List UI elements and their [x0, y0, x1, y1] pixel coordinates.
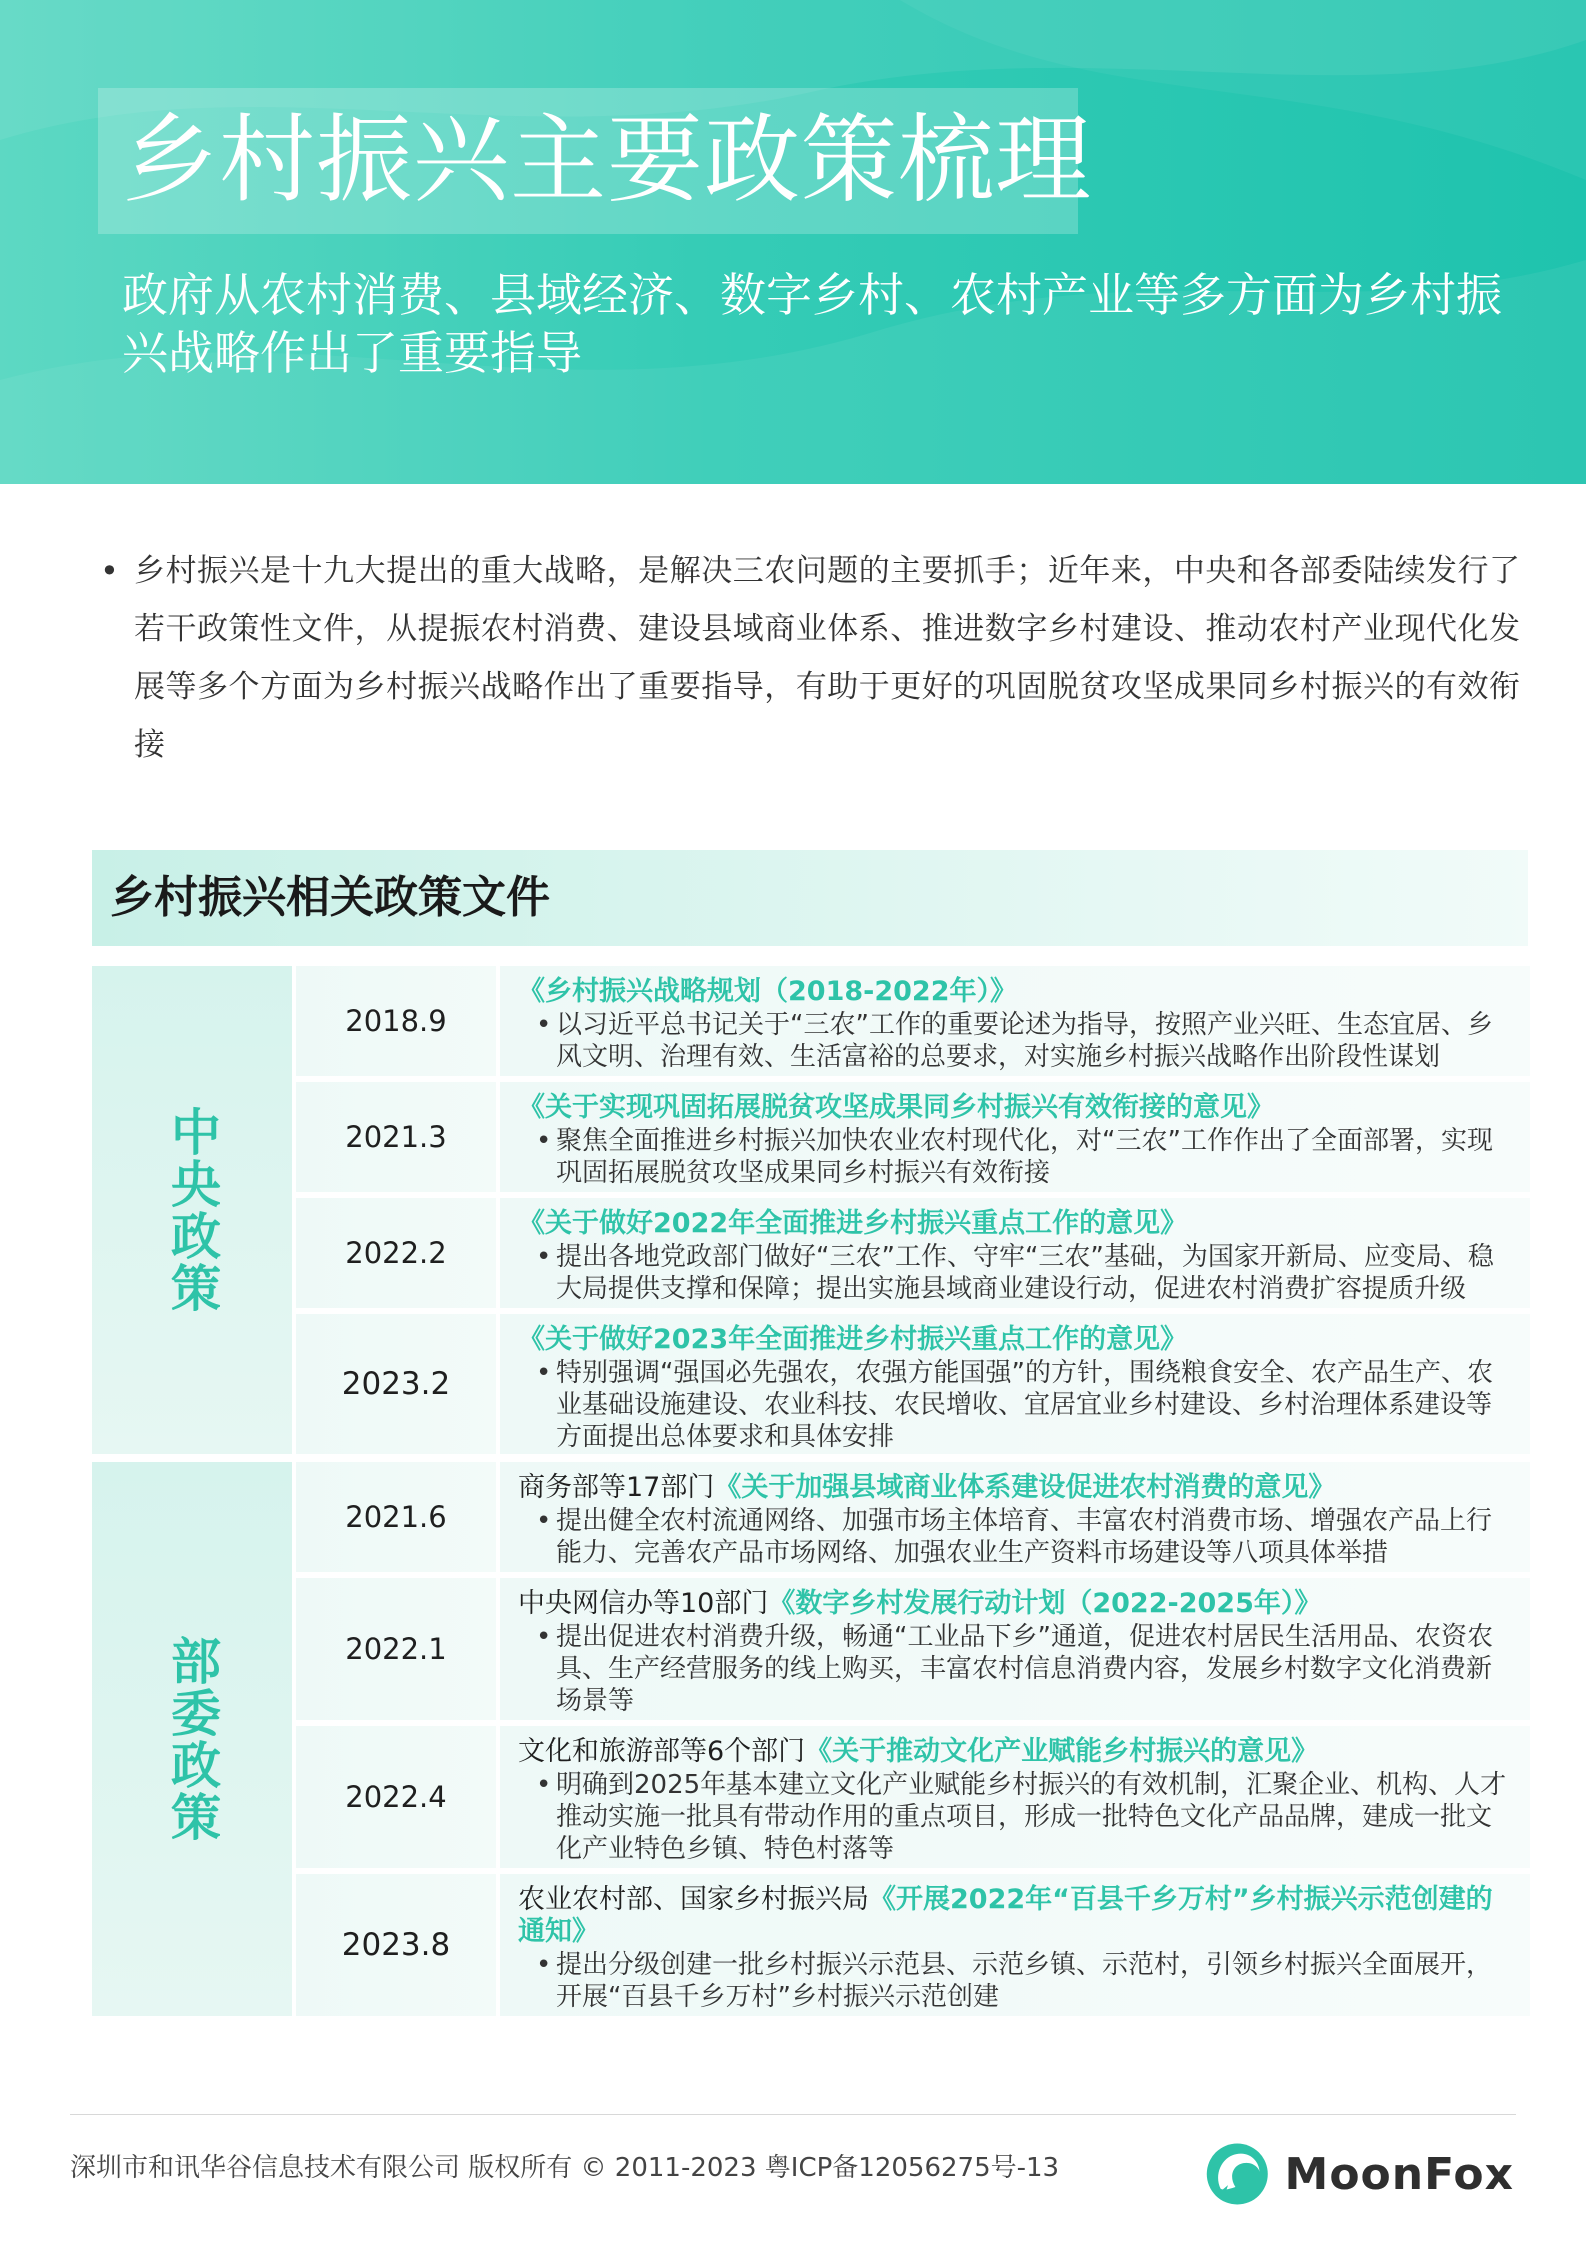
policy-doc-title: 《数字乡村发展行动计划（2022-2025年）》	[768, 1588, 1322, 1619]
policy-description: 提出各地党政部门做好“三农”工作、守牢“三农”基础，为国家开新局、应变局、稳大局提供支撑和保障；提出实施县域商业建设行动，促进农村消费扩容提质升级	[556, 1242, 1494, 1304]
policy-description: 提出促进农村消费升级，畅通“工业品下乡”通道，促进农村居民生活用品、农资农具、生产经营服务的线上购买，丰富农村信息消费内容，发展乡村数字文化消费新场景等	[556, 1622, 1493, 1716]
moonfox-logo-icon	[1204, 2138, 1271, 2210]
policy-doc-title: 《乡村振兴战略规划（2018-2022年）》	[518, 976, 1017, 1007]
section-title: 乡村振兴相关政策文件	[110, 872, 550, 923]
policy-doc-title: 《关于做好2023年全面推进乡村振兴重点工作的意见》	[518, 1324, 1188, 1355]
bullet-dot: •	[536, 1358, 552, 1388]
policy-issuer: 中央网信办等10部门	[518, 1588, 769, 1619]
policy-issuer: 商务部等17部门	[518, 1472, 715, 1503]
group-label-text: 部委政策	[163, 1635, 221, 1843]
group-label-ministry	[92, 1462, 292, 2016]
table-row	[500, 1198, 1530, 1308]
table-row	[500, 1462, 1530, 1572]
intro-text: 乡村振兴是十九大提出的重大战略，是解决三农问题的主要抓手；近年来，中央和各部委陆续发行了若干政策性文件，从提振农村消费、建设县域商业体系、推进数字乡村建设、推动农村产业现代化发展等多个方面为乡村振兴战略作出了重要指导，有助于更好的巩固脱贫攻坚成果同乡村振兴的有效衔接	[134, 553, 1520, 763]
policy-description: 提出分级创建一批乡村振兴示范县、示范乡镇、示范村，引领乡村振兴全面展开，开展“百县千乡万村”乡村振兴示范创建	[556, 1950, 1493, 2012]
bullet-dot: •	[536, 1126, 552, 1156]
row-date: 2022.1	[296, 1578, 496, 1720]
policy-issuer: 农业农村部、国家乡村振兴局	[518, 1884, 869, 1915]
bullet-dot: •	[536, 1242, 552, 1272]
policy-description: 明确到2025年基本建立文化产业赋能乡村振兴的有效机制，汇聚企业、机构、人才推动实施一批具有带动作用的重点项目，形成一批特色文化产品品牌，建成一批文化产业特色乡镇、特色村落等	[556, 1770, 1507, 1864]
moonfox-logo-text: MoonFox	[1284, 2148, 1514, 2200]
bullet-dot: •	[100, 552, 119, 590]
table-row	[500, 1726, 1530, 1868]
policy-issuer: 文化和旅游部等6个部门	[518, 1736, 806, 1767]
table-row	[500, 966, 1530, 1076]
bullet-dot: •	[536, 1770, 552, 1800]
table-row	[500, 1874, 1530, 2016]
header-banner	[0, 0, 1586, 484]
table-row	[500, 1082, 1530, 1192]
bullet-dot: •	[536, 1622, 552, 1652]
row-date: 2023.2	[296, 1314, 496, 1454]
page-title: 乡村振兴主要政策梳理	[122, 104, 1092, 216]
policy-description: 聚焦全面推进乡村振兴加快农业农村现代化，对“三农”工作作出了全面部署，实现巩固拓展脱贫攻坚成果同乡村振兴有效衔接	[556, 1126, 1493, 1188]
row-date: 2021.6	[296, 1462, 496, 1572]
table-row	[500, 1314, 1530, 1454]
footer-divider	[70, 2114, 1516, 2115]
section-heading	[92, 850, 1528, 946]
row-date: 2018.9	[296, 966, 496, 1076]
row-date: 2022.4	[296, 1726, 496, 1868]
page-subtitle: 政府从农村消费、县域经济、数字乡村、农村产业等多方面为乡村振兴战略作出了重要指导	[122, 268, 1502, 380]
policy-description: 特别强调“强国必先强农，农强方能国强”的方针，围绕粮食安全、农产品生产、农业基础设施建设、农业科技、农民增收、宜居宜业乡村建设、乡村治理体系建设等方面提出总体要求和具体安排	[556, 1358, 1493, 1452]
row-date: 2023.8	[296, 1874, 496, 2016]
bullet-dot: •	[536, 1950, 552, 1980]
policy-doc-title: 《关于加强县域商业体系建设促进农村消费的意见》	[714, 1472, 1336, 1503]
row-date: 2022.2	[296, 1198, 496, 1308]
policy-description: 以习近平总书记关于“三农”工作的重要论述为指导，按照产业兴旺、生态宜居、乡风文明、治理有效、生活富裕的总要求，对实施乡村振兴战略作出阶段性谋划	[556, 1010, 1493, 1072]
footer-copyright: 深圳市和讯华谷信息技术有限公司 版权所有 © 2011-2023 粤ICP备12056275号-13	[70, 2153, 1060, 2183]
header-wave-decoration	[0, 0, 1586, 484]
group-label-central	[92, 966, 292, 1454]
policy-doc-title: 《关于推动文化产业赋能乡村振兴的意见》	[805, 1736, 1319, 1767]
policy-description: 提出健全农村流通网络、加强市场主体培育、丰富农村消费市场、增强农产品上行能力、完善农产品市场网络、加强农业生产资料市场建设等八项具体举措	[556, 1506, 1493, 1568]
table-row	[500, 1578, 1530, 1720]
bullet-dot: •	[536, 1506, 552, 1536]
policy-doc-title: 《关于实现巩固拓展脱贫攻坚成果同乡村振兴有效衔接的意见》	[518, 1092, 1274, 1123]
moonfox-logo	[1204, 2134, 1514, 2214]
bullet-dot: •	[536, 1010, 552, 1040]
policy-doc-title: 《关于做好2022年全面推进乡村振兴重点工作的意见》	[518, 1208, 1188, 1239]
row-date: 2021.3	[296, 1082, 496, 1192]
intro-paragraph	[100, 542, 1520, 774]
group-label-text: 中央政策	[163, 1106, 221, 1314]
policy-doc-title: 《开展2022年“百县千乡万村”乡村振兴示范创建的通知》	[518, 1884, 1493, 1947]
